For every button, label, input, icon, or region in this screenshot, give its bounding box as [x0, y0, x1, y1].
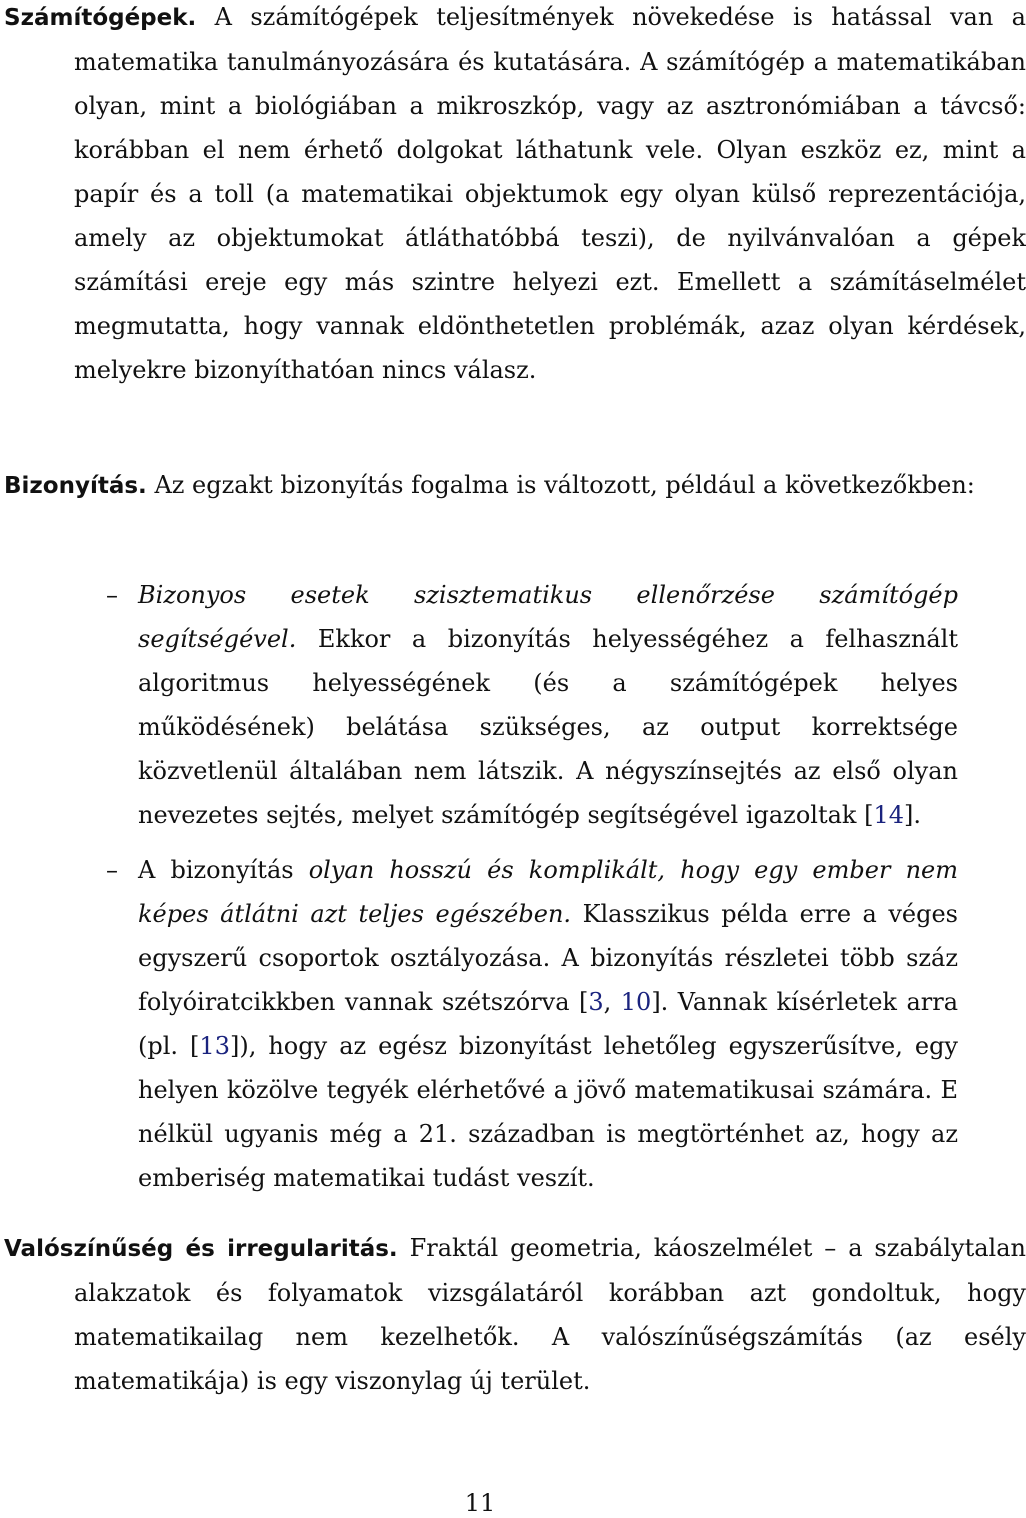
- paragraph-computers-text: A számítógépek teljesítmények növekedése is hatással van a matematika tanulmányozására és kutatására. A számítógép a matematikában olyan, mint a biológiában a mikroszkóp, vagy az asztronómiában a távcső: korábban el nem érhető dolgokat láthatunk vele. Olyan eszköz ez, mint a papír és a toll (a matematikai objektumok egy olyan külső reprezentációja, amely az objektumokat átláthatóbbá teszi), de nyilvánvalóan a gépek számítási ereje egy más szintre helyezi ezt. Emellett a számításelmélet megmutatta, hogy vannak eldönthetetlen problémák, azaz olyan kérdések, melyekre bizonyíthatóan nincs válasz.: [74, 3, 1026, 384]
- paragraph-computers: [4, 0, 1026, 392]
- list-item: [106, 573, 958, 837]
- list-item-text: ]), hogy az egész bizonyítást lehetőleg egyszerűsítve, egy helyen közölve tegyék elérhetővé a jövő matematikusai számára. E nélkül ugyanis még a 21. században is megtörténhet az, hogy az emberiség matematikai tudást veszít.: [138, 1032, 958, 1192]
- list-item-text: Klasszikus példa erre a véges egyszerű csoportok osztályozása. A bizonyítás részletei több száz folyóiratcikkben vannak szétszórva [: [138, 900, 958, 1016]
- paragraph-proof-text: Az egzakt bizonyítás fogalma is változott, például a következőkben:: [154, 471, 975, 499]
- citation-link[interactable]: 13: [199, 1032, 230, 1060]
- list-item-body: [138, 573, 958, 837]
- citation-separator: ,: [603, 988, 621, 1016]
- list-item-tail: ].: [903, 801, 921, 829]
- list-item-italic-lead: Bizonyos esetek szisztematikus ellenőrzése számítógép segítségével.: [138, 581, 958, 653]
- list-item-italic-part: olyan hosszú és komplikált, hogy egy ember nem képes átlátni azt teljes egészében.: [138, 856, 958, 928]
- list-dash: –: [106, 581, 118, 609]
- list-item-text: Ekkor a bizonyítás helyességéhez a felhasznált algoritmus helyességének (és a számítógépek helyes működésének) belátása szükséges, az output korrektsége közvetlenül általában nem látszik. A négyszínsejtés az első olyan nevezetes sejtés, melyet számítógép segítségével igazoltak [: [138, 625, 958, 829]
- citation-link[interactable]: 14: [873, 801, 904, 829]
- heading-proof: Bizonyítás.: [4, 473, 147, 499]
- heading-probability: Valószínűség és irregularitás.: [4, 1236, 398, 1262]
- list-item-text: ]. Vannak kísérletek arra (pl. [: [138, 988, 959, 1060]
- paragraph-proof: [4, 463, 1026, 508]
- citation-link[interactable]: 10: [620, 988, 652, 1016]
- list-item: [106, 848, 958, 1200]
- list-item-body: [138, 848, 958, 1200]
- citation-link[interactable]: 3: [588, 988, 604, 1016]
- list-dash: –: [106, 856, 118, 884]
- heading-computers: Számítógépek.: [4, 5, 197, 31]
- list-item-lead: A bizonyítás: [138, 856, 294, 884]
- paragraph-probability-text: Fraktál geometria, káoszelmélet – a szabálytalan alakzatok és folyamatok vizsgálatáról korábban azt gondoltuk, hogy matematikailag nem kezelhetők. A valószínűségszámítás (az esély matematikája) is egy viszonylag új terület.: [74, 1234, 1026, 1395]
- page-number: 11: [464, 1489, 496, 1517]
- paragraph-probability: [4, 1226, 1026, 1403]
